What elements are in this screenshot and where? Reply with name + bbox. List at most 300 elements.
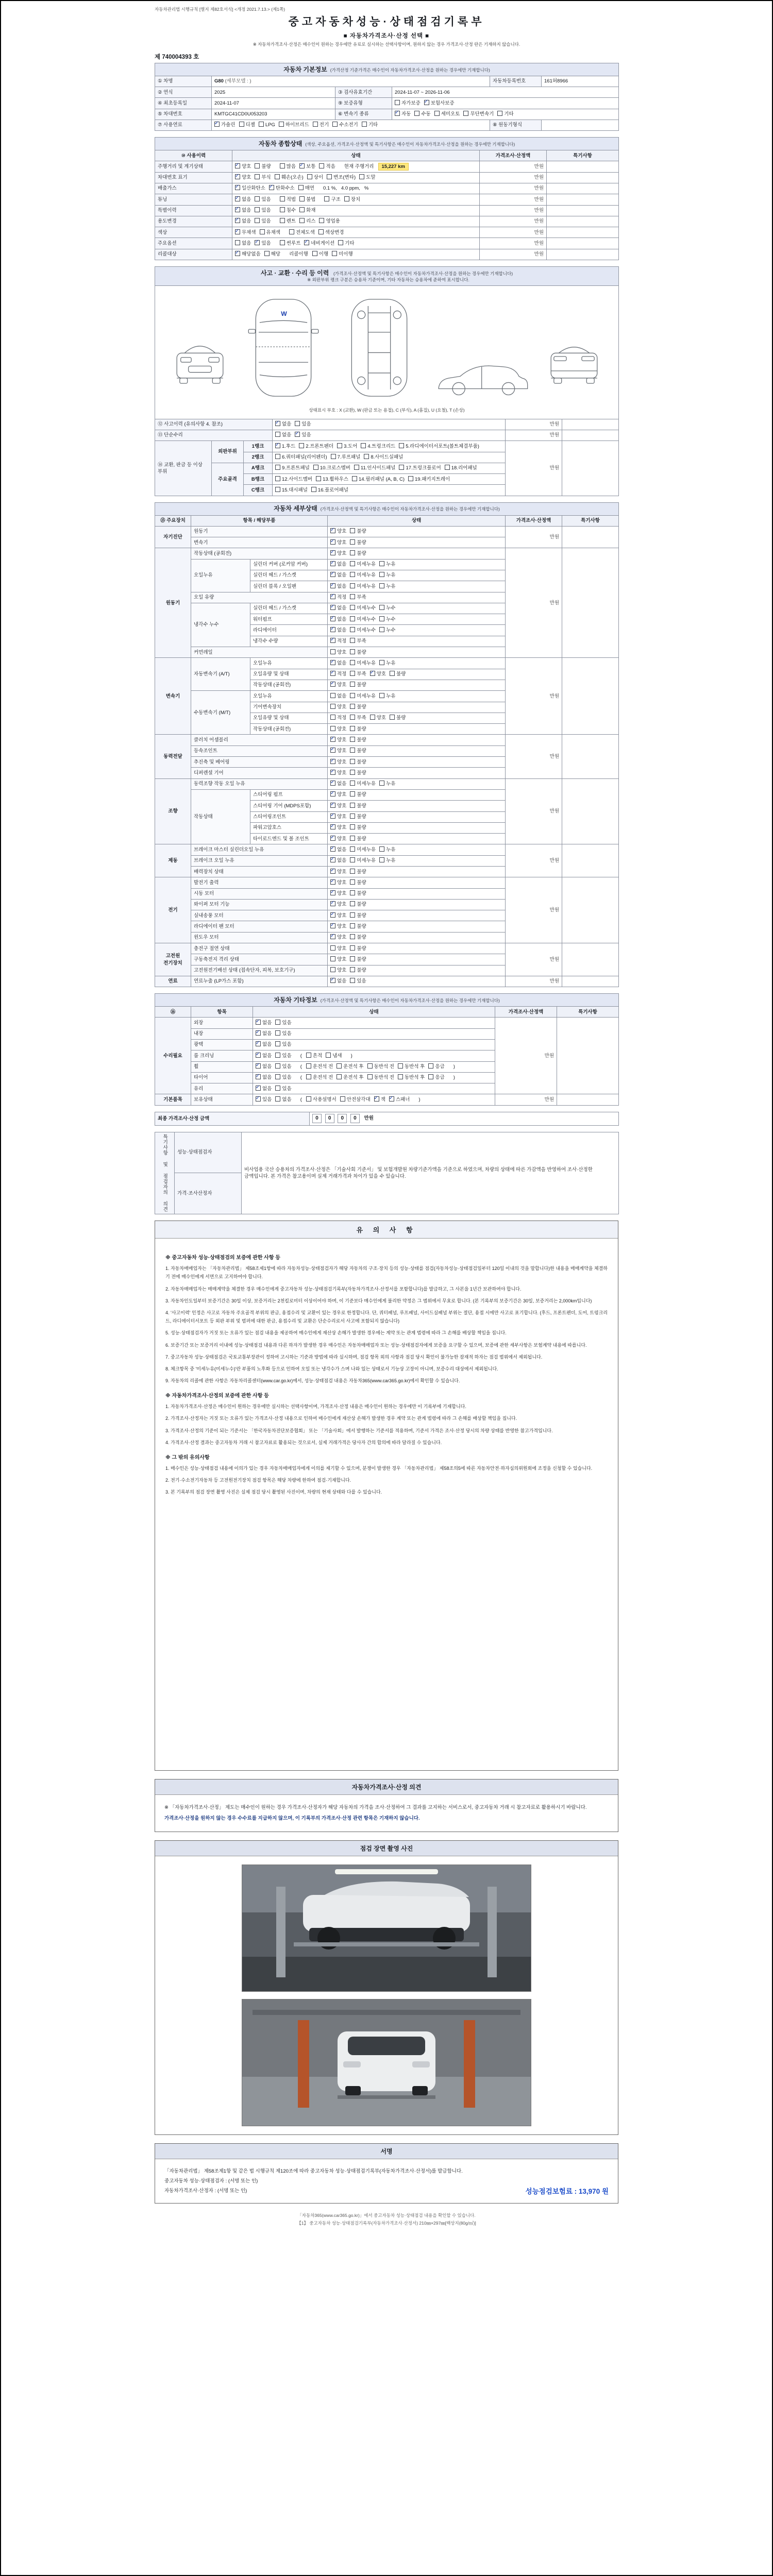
checkbox-option[interactable]: ✓ 양호 bbox=[330, 759, 346, 766]
checkbox-option[interactable]: 불량 bbox=[350, 748, 366, 754]
checkbox-option[interactable]: 있음 bbox=[275, 1041, 291, 1048]
checkbox-option[interactable]: 양호 bbox=[330, 649, 346, 656]
checkbox-option[interactable]: LPG bbox=[259, 122, 275, 128]
checkbox-option[interactable]: 동반석 후 bbox=[398, 1063, 425, 1070]
checkbox-option[interactable]: ✓ 가솔린 bbox=[214, 122, 236, 128]
checkbox-option[interactable]: ✓ 양호 bbox=[330, 737, 346, 743]
checkbox-icon bbox=[350, 879, 355, 885]
checkbox-option[interactable]: 구조 bbox=[324, 196, 340, 203]
checkbox-option[interactable]: ✓ 일산화탄소 bbox=[235, 185, 265, 192]
checkbox-option[interactable]: 있음 bbox=[275, 1086, 291, 1092]
checkbox-option[interactable]: 있음 bbox=[255, 196, 271, 203]
checkbox-option[interactable]: 불량 bbox=[350, 803, 366, 809]
insurance-premium: 성능점검보험료 : 13,970 원 bbox=[525, 2187, 609, 2195]
checkbox-option[interactable]: 12.사이드멤버 bbox=[275, 476, 312, 483]
checkbox-option[interactable]: 7.루프패널 bbox=[331, 454, 361, 461]
checkbox-option[interactable]: ✓ 양호 bbox=[330, 824, 346, 831]
checkbox-option[interactable]: 누유 bbox=[379, 857, 395, 864]
checkbox-option[interactable]: 불량 bbox=[350, 814, 366, 820]
checkbox-icon bbox=[428, 1074, 433, 1079]
table-row: 라디에이터 팬 모터 ✓ 양호 불량 bbox=[155, 921, 619, 932]
checkbox-option[interactable]: 불량 bbox=[390, 671, 406, 677]
table-row: 리콜대상 ✓ 해당없음 해당 리콜이행 이행 미이행 만원 bbox=[155, 249, 619, 260]
checkbox-option[interactable]: 불량 bbox=[350, 704, 366, 710]
checkbox-icon bbox=[280, 207, 285, 212]
checkbox-option[interactable]: 부족 bbox=[350, 638, 366, 645]
checkbox-option[interactable]: ✓ 없음 bbox=[330, 616, 346, 623]
checkbox-option[interactable]: 11.인사이드패널 bbox=[354, 465, 396, 471]
checkbox-option[interactable]: 양호 bbox=[330, 704, 346, 710]
checkbox-option[interactable]: ✓ 없음 bbox=[235, 196, 251, 203]
checkbox-option[interactable]: 영업용 bbox=[319, 218, 340, 225]
checkbox-icon bbox=[424, 100, 429, 105]
checkbox-option[interactable]: 전기 bbox=[313, 122, 329, 128]
checkbox-option[interactable]: 있음 bbox=[275, 1074, 291, 1081]
notice-item: 1. 자동차가격조사·산정은 매수인이 원하는 경우에만 실시하는 선택사항이며, 가격조사·산정 내용은 매수인이 원하는 경우에만 이 기록부에 기재합니다. bbox=[165, 1404, 466, 1410]
checkbox-option[interactable]: 5.라디에이터서포트(볼트체결부품) bbox=[399, 443, 479, 450]
checkbox-option[interactable]: 13.휠하우스 bbox=[316, 476, 348, 483]
checkbox-option[interactable]: 불량 bbox=[350, 890, 366, 897]
checkbox-option[interactable]: ✓ 없음 bbox=[330, 857, 346, 864]
checkbox-option[interactable]: 미세누수 bbox=[350, 627, 376, 634]
checkbox-option[interactable]: 양호 bbox=[330, 726, 346, 733]
checkbox-icon bbox=[330, 912, 335, 918]
checkbox-option[interactable]: 불량 bbox=[350, 682, 366, 688]
checkbox-icon bbox=[275, 1096, 280, 1101]
overall-status-table bbox=[155, 137, 619, 260]
etc-info-table bbox=[155, 993, 619, 1105]
checkbox-option[interactable]: 침수 bbox=[280, 207, 296, 214]
car-diagram-front bbox=[171, 324, 229, 401]
checkbox-option[interactable]: 없음 bbox=[330, 693, 346, 700]
checkbox-option[interactable]: ✓ 양호 bbox=[330, 748, 346, 754]
checkbox-option[interactable]: 불량 bbox=[350, 901, 366, 908]
checkbox-option[interactable]: 19.패키지트레이 bbox=[408, 476, 450, 483]
checkbox-icon bbox=[330, 759, 335, 764]
checkbox-option[interactable]: 운전석 후 bbox=[337, 1074, 363, 1081]
checkbox-option[interactable]: ✓ 없음 bbox=[235, 207, 251, 214]
checkbox-option[interactable]: ✓ 양호 bbox=[330, 539, 346, 546]
checkbox-icon bbox=[350, 814, 355, 819]
checkbox-option[interactable]: 미세누수 bbox=[350, 605, 376, 612]
checkbox-icon bbox=[350, 759, 355, 764]
checkbox-option[interactable]: ✓ 없음 bbox=[330, 561, 346, 568]
checkbox-option[interactable]: 미이행 bbox=[332, 251, 353, 258]
checkbox-icon bbox=[299, 443, 304, 448]
checkbox-option[interactable]: 불량 bbox=[350, 759, 366, 766]
checkbox-option[interactable]: 동반석 후 bbox=[398, 1074, 425, 1081]
checkbox-option[interactable]: ✓ 적정 bbox=[330, 638, 346, 645]
checkbox-option[interactable]: 없음 bbox=[275, 432, 291, 438]
checkbox-option[interactable]: 있음 bbox=[275, 1020, 291, 1026]
checkbox-option[interactable]: 누수 bbox=[379, 605, 395, 612]
checkbox-option[interactable]: 사용설명서 bbox=[306, 1096, 337, 1103]
checkbox-option[interactable]: 2.프론트펜더 bbox=[299, 443, 333, 450]
hood-mark: W bbox=[280, 310, 287, 317]
checkbox-option[interactable]: 기타 bbox=[497, 111, 513, 117]
warranty-type-options bbox=[392, 98, 619, 109]
checkbox-icon bbox=[330, 836, 335, 841]
checkbox-option[interactable]: 미세누유 bbox=[350, 561, 376, 568]
checkbox-option[interactable]: 수소전기 bbox=[332, 122, 358, 128]
checkbox-option[interactable]: 불량 bbox=[350, 550, 366, 557]
checkbox-option[interactable]: 불량 bbox=[350, 737, 366, 743]
checkbox-option[interactable]: 16.플로어패널 bbox=[311, 487, 348, 494]
checkbox-option[interactable]: ✓ 없음 bbox=[256, 1086, 272, 1092]
checkbox-option[interactable]: ✓ 있음 bbox=[256, 1096, 272, 1103]
checkbox-option[interactable]: 불량 bbox=[390, 715, 406, 721]
checkbox-option[interactable]: 양호 bbox=[330, 945, 346, 952]
checkbox-icon bbox=[275, 487, 280, 492]
checkbox-option[interactable]: 이행 bbox=[312, 251, 328, 258]
vin-value: KMTGC41CD0U053203 bbox=[212, 109, 335, 120]
checkbox-icon bbox=[275, 1053, 280, 1058]
transmission-options bbox=[392, 109, 619, 120]
checkbox-icon bbox=[311, 487, 316, 492]
checkbox-option[interactable]: 불량 bbox=[350, 945, 366, 952]
checkbox-option[interactable]: ✓ 없음 bbox=[275, 421, 291, 428]
footer-line2: 【1】 중고자동차 성능·상태점검기록부(자동차가격조사·산정서) 210㎜×297㎜[백상지(80g/㎡)] bbox=[297, 2220, 476, 2226]
checkbox-option[interactable]: 누수 bbox=[379, 627, 395, 634]
checkbox-option[interactable]: 불량 bbox=[350, 879, 366, 886]
engine-type-value bbox=[542, 120, 619, 130]
checkbox-option[interactable]: 미세누유 bbox=[350, 660, 376, 667]
checkbox-option[interactable]: 적음 bbox=[319, 163, 335, 170]
checkbox-option[interactable]: ✓ 양호 bbox=[330, 901, 346, 908]
checkbox-option[interactable]: 없음 bbox=[235, 240, 251, 247]
checkbox-option[interactable]: 하이브리드 bbox=[279, 122, 309, 128]
checkbox-option[interactable]: 불량 bbox=[350, 791, 366, 798]
checkbox-icon bbox=[350, 660, 355, 665]
checkbox-option[interactable]: ✓ 무채색 bbox=[235, 229, 256, 236]
checkbox-option[interactable]: 매연 bbox=[298, 185, 314, 192]
checkbox-icon bbox=[344, 196, 349, 201]
checkbox-option[interactable]: ✓ 없음 bbox=[256, 1020, 272, 1026]
checkbox-option[interactable]: 17.트렁크플로어 bbox=[399, 465, 441, 471]
checkbox-option[interactable]: ✓ 없음 bbox=[330, 978, 346, 985]
notice-item: 5. 성능·상태점검자가 거짓 또는 오류가 있는 점검 내용을 제공하여 매수인에게 재산상 손해가 발생한 경우에는 계약 또는 관계 법령에 따라 그 손해를 배상할 책임을 집니다. bbox=[165, 1330, 507, 1336]
checkbox-icon bbox=[316, 476, 321, 481]
checkbox-option[interactable]: ✓ 적정 bbox=[330, 594, 346, 601]
checkbox-option[interactable]: 디젤 bbox=[239, 122, 255, 128]
table-row: ① 차명 G80 (세부모델 : ) 자동차등록번호 161허8966 bbox=[155, 76, 619, 87]
checkbox-icon bbox=[350, 846, 355, 852]
checkbox-option[interactable]: ✓ 양호 bbox=[330, 934, 346, 941]
checkbox-option[interactable]: ✓ 없음 bbox=[330, 627, 346, 634]
checkbox-option[interactable]: 10.크로스멤버 bbox=[313, 465, 350, 471]
checkbox-option[interactable]: 상이 bbox=[307, 174, 323, 181]
checkbox-option[interactable]: 14.필러패널 (A, B, C) bbox=[352, 476, 405, 483]
checkbox-option[interactable]: ✓ 양호 bbox=[330, 923, 346, 930]
checkbox-option[interactable]: 누유 bbox=[379, 583, 395, 590]
checkbox-icon bbox=[367, 1074, 373, 1079]
table-row: 워터펌프 ✓ 없음 미세누수 누수 bbox=[155, 614, 619, 625]
sign-line1: 「자동차관리법」 제58조제1항 및 같은 법 시행규칙 제120조에 따라 중고자동차 성능·상태점검기록부(자동차가격조사·산정서)를 발급합니다. bbox=[164, 2168, 463, 2174]
car-diagram-top bbox=[242, 294, 325, 401]
checkbox-option[interactable]: 운전석 전 bbox=[306, 1074, 333, 1081]
checkbox-option[interactable]: 불량 bbox=[350, 726, 366, 733]
checkbox-option[interactable]: 미세누유 bbox=[350, 583, 376, 590]
checkbox-option[interactable]: 있음 bbox=[255, 218, 271, 225]
checkbox-icon bbox=[299, 163, 305, 168]
checkbox-option[interactable]: 있음 bbox=[275, 1053, 291, 1059]
checkbox-option[interactable]: 기타 bbox=[362, 122, 378, 128]
checkbox-icon bbox=[350, 715, 355, 720]
checkbox-option[interactable]: 불법 bbox=[299, 196, 315, 203]
checkbox-option[interactable]: 불량 bbox=[350, 912, 366, 919]
checkbox-option[interactable]: 누유 bbox=[379, 561, 395, 568]
notice-item: 3. 자동차인도일부터 보증기간은 30일 이상, 보증거리는 2천킬로미터 이상이어야 하며, 이 기준보다 매수인에게 불리한 약정은 그 범위에서 무효로 합니다. (본 기록부의 보증기간은 30일, 보증거리는 2,000km입니다) bbox=[165, 1298, 592, 1303]
checkbox-option[interactable]: 많음 bbox=[280, 163, 296, 170]
checkbox-option[interactable]: 흔적 bbox=[306, 1053, 322, 1059]
checkbox-option[interactable]: ✓ 적정 bbox=[330, 671, 346, 677]
checkbox-icon bbox=[318, 229, 324, 234]
table-row: 오일 유량 ✓ 적정 부족 bbox=[155, 592, 619, 603]
checkbox-option[interactable]: ✓ 양호 bbox=[330, 770, 346, 776]
checkbox-option[interactable]: ✓ 스패너 bbox=[389, 1096, 410, 1103]
checkbox-option[interactable]: 동반석 전 bbox=[367, 1063, 394, 1070]
checkbox-option[interactable]: 냄새 bbox=[326, 1053, 342, 1059]
checkbox-option[interactable]: 누유 bbox=[379, 781, 395, 787]
checkbox-icon bbox=[235, 163, 240, 168]
checkbox-option[interactable]: 미세누유 bbox=[350, 846, 376, 853]
checkbox-icon bbox=[350, 561, 355, 566]
checkbox-icon bbox=[330, 748, 335, 753]
checkbox-option[interactable]: 9.프론트패널 bbox=[275, 465, 310, 471]
checkbox-option[interactable]: ✓ 없음 bbox=[330, 583, 346, 590]
table-row: ④ 최초등록일 2024-11-07 ⑨ 보증유형 자가보증 ✓ 보험사보증 bbox=[155, 98, 619, 109]
checkbox-option[interactable]: 6.쿼터패널(리어펜더) bbox=[275, 454, 327, 461]
checkbox-option[interactable]: 불량 bbox=[255, 163, 271, 170]
checkbox-icon bbox=[313, 122, 318, 127]
checkbox-option[interactable]: 불량 bbox=[350, 934, 366, 941]
checkbox-icon bbox=[350, 770, 355, 775]
checkbox-option[interactable]: 수동 bbox=[414, 111, 430, 117]
checkbox-icon bbox=[352, 476, 357, 481]
checkbox-option[interactable]: 양호 bbox=[370, 715, 386, 721]
checkbox-option[interactable]: 미세누수 bbox=[350, 616, 376, 623]
checkbox-option[interactable]: 불량 bbox=[350, 836, 366, 842]
table-row: 등속조인트 ✓ 양호 불량 bbox=[155, 745, 619, 756]
checkbox-option[interactable]: 적정 bbox=[330, 715, 346, 721]
checkbox-option[interactable]: ✓ 양호 bbox=[235, 174, 251, 181]
checkbox-option[interactable]: 있음 bbox=[350, 978, 366, 985]
checkbox-icon bbox=[361, 443, 366, 448]
checkbox-option[interactable]: 불량 bbox=[350, 649, 366, 656]
checkbox-icon bbox=[350, 781, 355, 786]
checkbox-option[interactable]: ✓ 없음 bbox=[256, 1030, 272, 1037]
checkbox-option[interactable]: 있음 bbox=[275, 1030, 291, 1037]
checkbox-option[interactable]: 불량 bbox=[350, 539, 366, 546]
checkbox-option[interactable]: 불량 bbox=[350, 528, 366, 535]
checkbox-option[interactable]: ✓ 양호 bbox=[330, 682, 346, 688]
checkbox-option[interactable]: 전체도색 bbox=[289, 229, 315, 236]
checkbox-option[interactable]: 훼손(오손) bbox=[275, 174, 304, 181]
checkbox-option[interactable]: ✓ 양호 bbox=[370, 671, 386, 677]
accident-history-options bbox=[273, 419, 506, 430]
checkbox-option[interactable]: 부족 bbox=[350, 715, 366, 721]
checkbox-option[interactable]: ✓ 양호 bbox=[330, 550, 346, 557]
checkbox-option[interactable]: 유채색 bbox=[260, 229, 281, 236]
checkbox-option[interactable]: 안전삼각대 bbox=[340, 1096, 371, 1103]
checkbox-option[interactable]: 15.대시패널 bbox=[275, 487, 308, 494]
checkbox-option[interactable]: ✓ 보통 bbox=[299, 163, 315, 170]
checkbox-option[interactable]: 운전석 후 bbox=[337, 1063, 363, 1070]
checkbox-icon bbox=[350, 528, 355, 533]
checkbox-option[interactable]: 양호 bbox=[330, 967, 346, 974]
checkbox-option[interactable]: ✓ 양호 bbox=[330, 528, 346, 535]
checkbox-option[interactable]: 도말 bbox=[359, 174, 375, 181]
checkbox-option[interactable]: 불량 bbox=[350, 824, 366, 831]
checkbox-icon bbox=[327, 174, 332, 179]
checkbox-option[interactable]: ✓ 없음 bbox=[235, 218, 251, 225]
checkbox-icon bbox=[256, 1096, 261, 1101]
table-row: 작동상태 스티어링 펌프 ✓ 양호 불량 bbox=[155, 789, 619, 800]
checkbox-option[interactable]: 불량 bbox=[350, 770, 366, 776]
checkbox-icon bbox=[256, 1041, 261, 1046]
table-row: 실린더 블록 / 오일팬 ✓ 없음 미세누유 누유 bbox=[155, 581, 619, 592]
table-row: 광택 ✓ 없음 있음 bbox=[155, 1039, 619, 1050]
checkbox-option[interactable]: ✓ 네비게이션 bbox=[304, 240, 334, 247]
checkbox-option[interactable]: ✓ 양호 bbox=[330, 912, 346, 919]
checkbox-option[interactable]: 변조(변타) bbox=[327, 174, 356, 181]
checkbox-option[interactable]: ✓ 양호 bbox=[330, 879, 346, 886]
select-note: ※ 자동차가격조사·산정은 매수인이 원하는 경우에만 유료로 실시하는 선택사항이며, 원하지 않는 경우 가격조사·산정 란은 기재하지 않습니다. bbox=[253, 42, 520, 47]
checkbox-option[interactable]: ✓ 양호 bbox=[235, 163, 251, 170]
checkbox-option[interactable]: ✓ 없음 bbox=[256, 1041, 272, 1048]
checkbox-option[interactable]: 4.트렁크리드 bbox=[361, 443, 395, 450]
checkbox-option[interactable]: 있음 bbox=[275, 1063, 291, 1070]
checkbox-option[interactable]: ✓ 양호 bbox=[330, 791, 346, 798]
checkbox-icon bbox=[390, 715, 395, 720]
checkbox-icon bbox=[330, 901, 335, 906]
inspection-period-value: 2024-11-07 ~ 2026-11-06 bbox=[392, 87, 619, 98]
checkbox-option[interactable]: ✓ 양호 bbox=[330, 803, 346, 809]
checkbox-option[interactable]: 미세누유 bbox=[350, 693, 376, 700]
checkbox-option[interactable]: ✓ 양호 bbox=[330, 836, 346, 842]
table-row: ⑦ 사용연료 ✓ 가솔린 디젤 LPG 하이브리드 전기 수소전기 기타 ⑧ 원동기형식 bbox=[155, 120, 619, 130]
checkbox-icon bbox=[350, 671, 355, 676]
checkbox-option[interactable]: 응급 bbox=[428, 1063, 444, 1070]
checkbox-option[interactable]: 미세누유 bbox=[350, 857, 376, 864]
checkbox-option[interactable]: ✓ 양호 bbox=[330, 814, 346, 820]
checkbox-icon bbox=[414, 111, 419, 116]
checkbox-option[interactable]: ✓ 없음 bbox=[330, 846, 346, 853]
checkbox-option[interactable]: 불량 bbox=[350, 869, 366, 875]
checkbox-icon bbox=[275, 1041, 280, 1046]
checkbox-option[interactable]: ✓ 양호 bbox=[330, 890, 346, 897]
checkbox-icon bbox=[338, 240, 343, 245]
checkbox-option[interactable]: 3.도어 bbox=[337, 443, 357, 450]
checkbox-option[interactable]: ✓ 없음 bbox=[330, 605, 346, 612]
checkbox-option[interactable]: 세미오토 bbox=[434, 111, 460, 117]
checkbox-option[interactable]: ✓ 1.후드 bbox=[275, 443, 295, 450]
checkbox-option[interactable]: 장치 bbox=[344, 196, 360, 203]
table-row: 고전원 전기장치 충전구 절연 상태 양호 불량 만원 bbox=[155, 943, 619, 954]
checkbox-icon bbox=[275, 1020, 280, 1025]
checkbox-option[interactable]: 누유 bbox=[379, 660, 395, 667]
checkbox-option[interactable]: ✓ 없음 bbox=[256, 1053, 272, 1059]
checkbox-option[interactable]: 불량 bbox=[350, 923, 366, 930]
checkbox-option[interactable]: 리스 bbox=[299, 218, 315, 225]
checkbox-option[interactable]: 렌트 bbox=[280, 218, 296, 225]
checkbox-option[interactable]: 있음 bbox=[295, 421, 311, 428]
checkbox-option[interactable]: 미세누유 bbox=[350, 781, 376, 787]
notice-item: 3. 가격조사·산정의 기준이 되는 기준서는 「한국자동차진단보증협회」 또는 「기술사회」에서 발행하는 기준서를 적용하며, 기준서 가격은 조사·산정 당시의 차량 상태를 반영한 참고가격입니다. bbox=[165, 1428, 553, 1433]
checkbox-option[interactable]: 응급 bbox=[428, 1074, 444, 1081]
checkbox-icon bbox=[289, 229, 294, 234]
table-row bbox=[155, 1112, 619, 1125]
checkbox-option[interactable]: ✓ 없음 bbox=[330, 781, 346, 787]
checkbox-option[interactable]: 양호 bbox=[330, 956, 346, 963]
checkbox-option[interactable]: ✓ 양호 bbox=[330, 869, 346, 875]
checkbox-option[interactable]: 누유 bbox=[379, 846, 395, 853]
checkbox-option[interactable]: 불량 bbox=[350, 956, 366, 963]
checkbox-option[interactable]: 부족 bbox=[350, 671, 366, 677]
checkbox-icon bbox=[330, 561, 335, 566]
checkbox-option[interactable]: ✓ 없음 bbox=[256, 1063, 272, 1070]
checkbox-option[interactable]: ✓ 탄화수소 bbox=[269, 185, 295, 192]
checkbox-option[interactable]: ✓ 잭 bbox=[374, 1096, 385, 1103]
checkbox-icon bbox=[350, 737, 355, 742]
table-row: 주요골격 A랭크 9.프론트패널 10.크로스멤버 11.인사이드패널 17.트렁크플로어 18.리어패널 bbox=[155, 463, 619, 473]
checkbox-option[interactable]: 부식 bbox=[255, 174, 271, 181]
checkbox-icon bbox=[379, 781, 384, 786]
checkbox-option[interactable]: 불량 bbox=[350, 967, 366, 974]
fuel-options bbox=[212, 120, 490, 130]
table-row: 추진축 및 베어링 ✓ 양호 불량 bbox=[155, 757, 619, 768]
checkbox-option[interactable]: 운전석 전 bbox=[306, 1063, 333, 1070]
checkbox-option[interactable]: 무단변속기 bbox=[463, 111, 494, 117]
checkbox-option[interactable]: 누유 bbox=[379, 572, 395, 579]
checkbox-icon bbox=[319, 163, 324, 168]
checkbox-option[interactable]: 해당 bbox=[264, 251, 280, 258]
checkbox-option[interactable]: 적법 bbox=[280, 196, 296, 203]
checkbox-option[interactable]: 있음 bbox=[255, 207, 271, 214]
checkbox-option[interactable]: 기타 bbox=[338, 240, 354, 247]
checkbox-option[interactable]: 18.리어패널 bbox=[445, 465, 477, 471]
checkbox-option[interactable]: ✓ 없음 bbox=[330, 572, 346, 579]
checkbox-option[interactable]: ✓ 보험사보증 bbox=[424, 100, 455, 107]
checkbox-option[interactable]: 색상변경 bbox=[318, 229, 344, 236]
checkbox-option[interactable]: ✓ 있음 bbox=[255, 240, 271, 247]
checkbox-icon bbox=[379, 693, 384, 698]
checkbox-option[interactable]: 자가보증 bbox=[395, 100, 421, 107]
checkbox-option[interactable]: ✓ 없음 bbox=[256, 1074, 272, 1081]
checkbox-icon bbox=[350, 704, 355, 709]
checkbox-icon bbox=[235, 185, 240, 190]
checkbox-option[interactable]: 부족 bbox=[350, 594, 366, 601]
checkbox-option[interactable]: ✓ 자동 bbox=[395, 111, 411, 117]
checkbox-option[interactable]: 화재 bbox=[299, 207, 315, 214]
table-row: 수동변속기 (M/T) 오일누유 없음 미세누유 누유 bbox=[155, 691, 619, 702]
price-appraisal-line2: 가격조사·산정을 원하지 않는 경우 수수료를 지급하지 않으며, 이 기록부의 가격조사·산정 관련 항목은 기재하지 않습니다. bbox=[164, 1815, 420, 1821]
checkbox-option[interactable]: ✓ 해당없음 bbox=[235, 251, 261, 258]
checkbox-option[interactable]: 미세누유 bbox=[350, 572, 376, 579]
checkbox-icon bbox=[350, 923, 355, 928]
checkbox-option[interactable]: ✓ 있음 bbox=[295, 432, 311, 438]
checkbox-icon bbox=[269, 185, 274, 190]
checkbox-icon bbox=[428, 1063, 433, 1069]
checkbox-option[interactable]: 썬루프 bbox=[280, 240, 301, 247]
checkbox-option[interactable]: 없음 bbox=[275, 1096, 291, 1103]
checkbox-option[interactable]: ✓ 없음 bbox=[330, 660, 346, 667]
checkbox-option[interactable]: 누유 bbox=[379, 693, 395, 700]
table-row: ⑭ 교환, 판금 등 이상 부위 외판부위 1랭크 ✓ 1.후드 2.프론트펜더 3.도어 4.트렁크리드 5.라디에이터서포트(볼트체결부품) 만원 bbox=[155, 441, 619, 452]
checkbox-option[interactable]: 동반석 전 bbox=[367, 1074, 394, 1081]
checkbox-option[interactable]: 누수 bbox=[379, 616, 395, 623]
checkbox-option[interactable]: 8.사이드실패널 bbox=[364, 454, 403, 461]
